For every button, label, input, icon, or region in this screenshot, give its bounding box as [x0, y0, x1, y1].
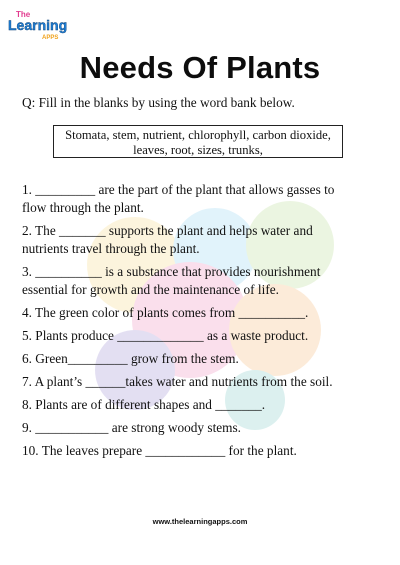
page-title: Needs Of Plants: [79, 50, 321, 85]
question-item: 4. The green color of plants comes from __________.: [22, 305, 309, 320]
question-item: 3. __________ is a substance that provides nourishment essential for growth and the maintenance of life.: [22, 264, 321, 297]
instruction-text: Q: Fill in the blanks by using the word bank below.: [22, 95, 295, 110]
question-list: [22, 181, 362, 465]
question-item: 7. A plant’s ______takes water and nutrients from the soil.: [22, 374, 333, 389]
question-item: 2. The _______ supports the plant and helps water and nutrients travel through the plant.: [22, 223, 313, 256]
word-bank-line: leaves, root, sizes, trunks,: [133, 143, 263, 157]
learning-apps-logo: [6, 6, 68, 42]
word-bank-line: Stomata, stem, nutrient, chlorophyll, carbon dioxide,: [65, 128, 331, 142]
logo-text-apps: APPS: [42, 35, 59, 41]
word-bank-box: [53, 125, 343, 158]
logo-text-the: The: [16, 10, 31, 19]
question-item: 5. Plants produce _____________ as a waste product.: [22, 328, 309, 343]
question-item: 1. _________ are the part of the plant that allows gasses to flow through the plant.: [22, 182, 335, 215]
logo-text-learning: Learning: [8, 17, 68, 33]
question-item: 6. Green_________ grow from the stem.: [22, 351, 239, 366]
footer-url: www.thelearningapps.com: [152, 517, 248, 526]
question-item: 9. ___________ are strong woody stems.: [22, 420, 242, 435]
question-item: 8. Plants are of different shapes and _______.: [22, 397, 266, 412]
question-item: 10. The leaves prepare ____________ for the plant.: [22, 443, 297, 458]
